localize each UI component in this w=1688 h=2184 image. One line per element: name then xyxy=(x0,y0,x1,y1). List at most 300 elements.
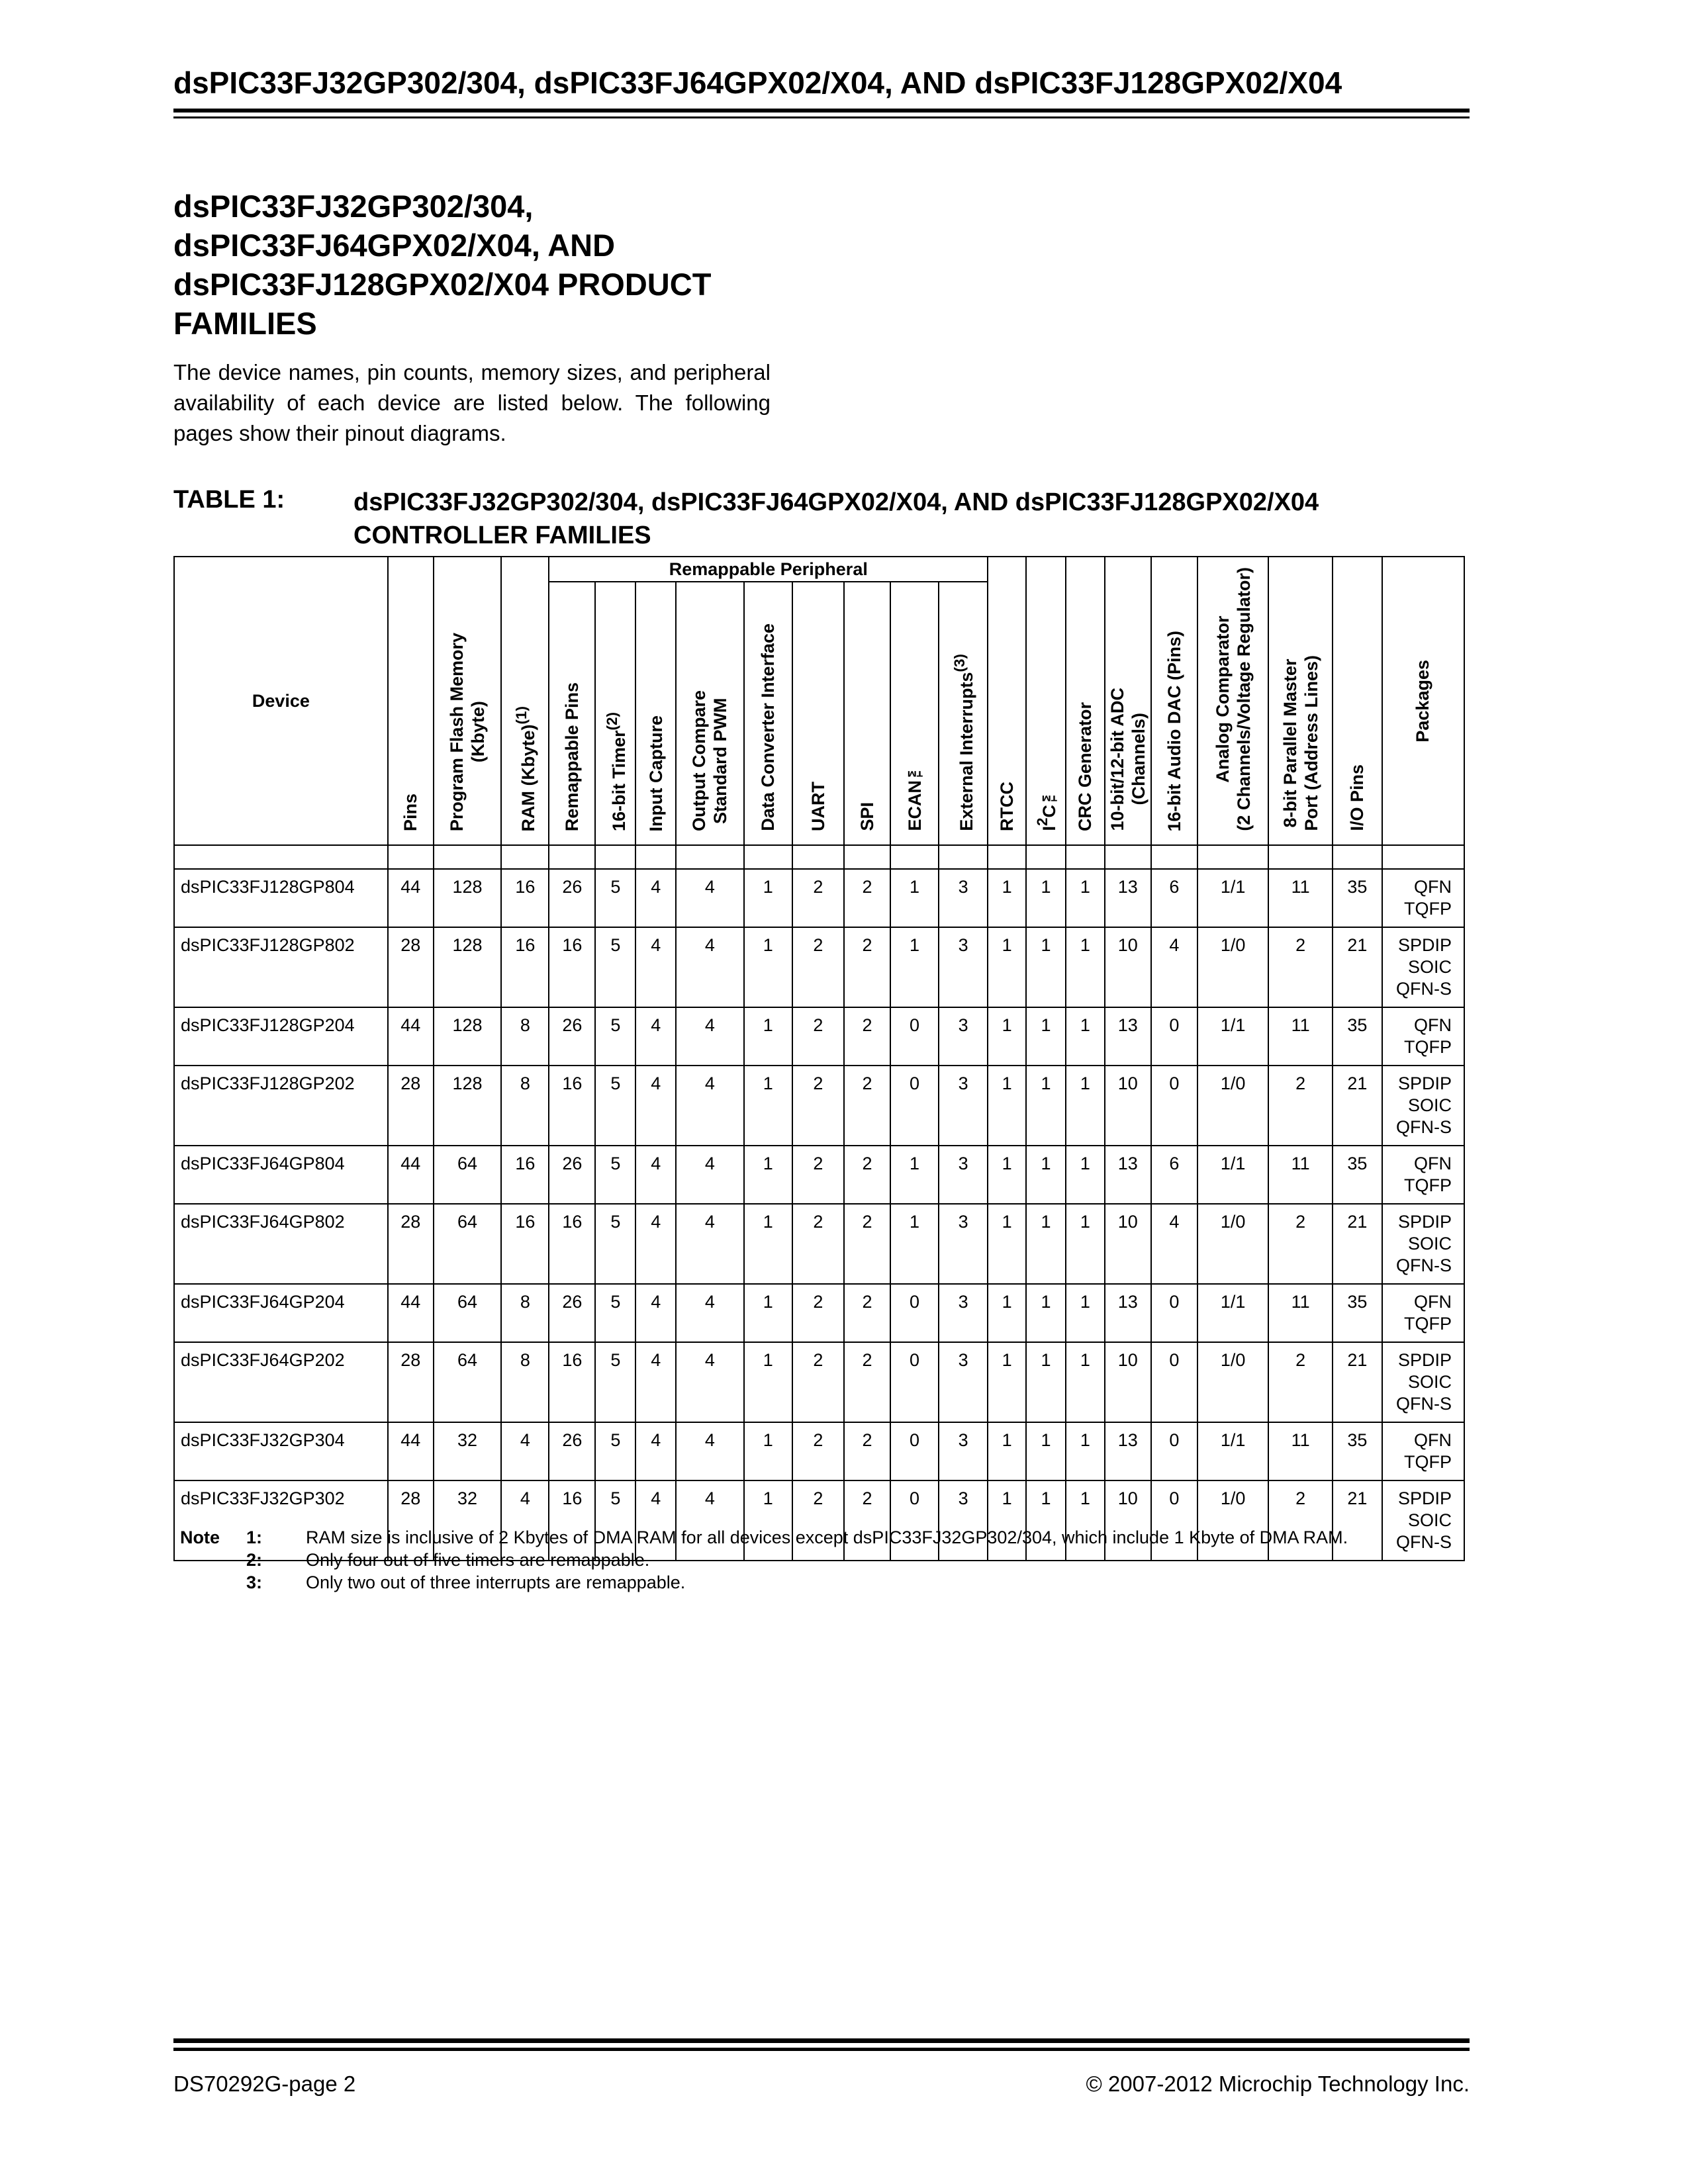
cell-pins: 44 xyxy=(388,1146,434,1204)
header-pins xyxy=(388,557,434,845)
cell-comp: 1/1 xyxy=(1197,1422,1269,1480)
cell-pmp: 11 xyxy=(1268,1422,1332,1480)
cell-uart: 2 xyxy=(792,1342,844,1422)
cell-pmp: 2 xyxy=(1268,1204,1332,1284)
cell-comp: 1/0 xyxy=(1197,1480,1269,1561)
package-name: SOIC xyxy=(1407,1510,1452,1530)
cell-adc: 13 xyxy=(1105,1422,1151,1480)
cell-pins: 28 xyxy=(388,1066,434,1146)
header-ram-footnote: (1) xyxy=(513,705,530,724)
header-io-pins-label: I/O Pins xyxy=(1347,764,1368,831)
cell-dci: 1 xyxy=(744,1284,792,1342)
cell-io: 35 xyxy=(1333,1007,1382,1066)
cell-oc: 4 xyxy=(676,1342,744,1422)
cell-dci: 1 xyxy=(744,927,792,1007)
cell-crc: 1 xyxy=(1066,1204,1105,1284)
package-name: QFN-S xyxy=(1396,1117,1452,1137)
table-notes xyxy=(173,1526,1348,1594)
cell-adc: 10 xyxy=(1105,1342,1151,1422)
header-dci-label: Data Converter Interface xyxy=(758,623,778,831)
header-crc-label: CRC Generator xyxy=(1075,702,1096,831)
cell-flash: 64 xyxy=(434,1284,502,1342)
cell-remap: 26 xyxy=(549,1422,595,1480)
cell-adc: 13 xyxy=(1105,869,1151,927)
cell-adc: 10 xyxy=(1105,1066,1151,1146)
cell-io: 21 xyxy=(1333,1342,1382,1422)
cell-uart: 2 xyxy=(792,1480,844,1561)
cell-dac: 0 xyxy=(1151,1284,1197,1342)
cell-device: dsPIC33FJ32GP304 xyxy=(174,1422,388,1480)
header-ecan-label: ECAN™ xyxy=(904,760,925,831)
cell-pins: 28 xyxy=(388,1204,434,1284)
cell-spi: 2 xyxy=(844,1480,890,1561)
header-input-capture-label: Input Capture xyxy=(645,715,666,831)
package-name: QFN-S xyxy=(1396,1532,1452,1552)
cell-io: 21 xyxy=(1333,1204,1382,1284)
cell-spi: 2 xyxy=(844,1284,890,1342)
table-row xyxy=(174,1342,1464,1422)
cell-ram: 4 xyxy=(501,1422,549,1480)
cell-io: 35 xyxy=(1333,869,1382,927)
header-i2c-b: C™ xyxy=(1039,785,1059,818)
cell-ic: 4 xyxy=(635,1066,676,1146)
package-name: TQFP xyxy=(1404,1314,1452,1334)
header-timer-label: 16-bit Timer xyxy=(608,730,629,831)
cell-flash: 64 xyxy=(434,1204,502,1284)
cell-uart: 2 xyxy=(792,1284,844,1342)
header-rtcc-label: RTCC xyxy=(997,782,1017,831)
cell-ext: 3 xyxy=(939,1204,988,1284)
cell-io: 35 xyxy=(1333,1146,1382,1204)
cell-oc: 4 xyxy=(676,1007,744,1066)
cell-remap: 16 xyxy=(549,927,595,1007)
package-name: SPDIP xyxy=(1397,1212,1452,1232)
note-label-spacer xyxy=(173,1549,246,1571)
cell-adc: 13 xyxy=(1105,1146,1151,1204)
cell-pins: 28 xyxy=(388,927,434,1007)
cell-i2c: 1 xyxy=(1026,1342,1066,1422)
package-name: TQFP xyxy=(1404,1175,1452,1195)
package-name: TQFP xyxy=(1404,1452,1452,1472)
cell-ext: 3 xyxy=(939,1342,988,1422)
cell-ecan: 1 xyxy=(890,1146,939,1204)
package-name: TQFP xyxy=(1404,1037,1452,1057)
cell-i2c: 1 xyxy=(1026,1284,1066,1342)
cell-packages xyxy=(1382,1422,1464,1480)
cell-timer: 5 xyxy=(595,1146,635,1204)
cell-spi: 2 xyxy=(844,1204,890,1284)
cell-i2c: 1 xyxy=(1026,1204,1066,1284)
cell-io: 21 xyxy=(1333,1066,1382,1146)
cell-device: dsPIC33FJ64GP202 xyxy=(174,1342,388,1422)
cell-comp: 1/0 xyxy=(1197,1342,1269,1422)
table-row xyxy=(174,869,1464,927)
cell-timer: 5 xyxy=(595,927,635,1007)
cell-ext: 3 xyxy=(939,1066,988,1146)
note-number: 3: xyxy=(246,1572,263,1592)
header-ext-int-footnote: (3) xyxy=(951,654,968,672)
footer-rule-thick xyxy=(173,2038,1470,2043)
header-rule-thick xyxy=(173,109,1470,113)
table-row xyxy=(174,1422,1464,1480)
cell-ic: 4 xyxy=(635,869,676,927)
header-program-flash-line1: Program Flash Memory xyxy=(447,632,467,831)
cell-ext: 3 xyxy=(939,1422,988,1480)
header-ram xyxy=(501,557,549,845)
cell-oc: 4 xyxy=(676,1204,744,1284)
cell-dci: 1 xyxy=(744,869,792,927)
cell-crc: 1 xyxy=(1066,1066,1105,1146)
cell-dac: 0 xyxy=(1151,1422,1197,1480)
cell-pmp: 11 xyxy=(1268,869,1332,927)
cell-remap: 16 xyxy=(549,1066,595,1146)
cell-i2c: 1 xyxy=(1026,927,1066,1007)
cell-remap: 26 xyxy=(549,1007,595,1066)
cell-crc: 1 xyxy=(1066,927,1105,1007)
cell-pins: 44 xyxy=(388,1284,434,1342)
cell-ext: 3 xyxy=(939,1146,988,1204)
cell-timer: 5 xyxy=(595,869,635,927)
cell-adc: 13 xyxy=(1105,1007,1151,1066)
cell-spi: 2 xyxy=(844,869,890,927)
cell-comp: 1/0 xyxy=(1197,1204,1269,1284)
cell-uart: 2 xyxy=(792,1204,844,1284)
cell-ecan: 0 xyxy=(890,1480,939,1561)
header-ecan xyxy=(890,582,939,845)
cell-spi: 2 xyxy=(844,1342,890,1422)
cell-flash: 128 xyxy=(434,869,502,927)
cell-adc: 10 xyxy=(1105,927,1151,1007)
package-name: SPDIP xyxy=(1397,935,1452,955)
cell-packages xyxy=(1382,927,1464,1007)
cell-pmp: 11 xyxy=(1268,1284,1332,1342)
cell-dci: 1 xyxy=(744,1146,792,1204)
cell-dac: 0 xyxy=(1151,1007,1197,1066)
header-spi-label: SPI xyxy=(857,802,877,831)
cell-ecan: 0 xyxy=(890,1422,939,1480)
package-name: TQFP xyxy=(1404,899,1452,919)
cell-pins: 28 xyxy=(388,1342,434,1422)
cell-pins: 44 xyxy=(388,1007,434,1066)
header-analog-comparator xyxy=(1197,557,1269,845)
header-audio-dac-label: 16-bit Audio DAC (Pins) xyxy=(1164,630,1184,831)
header-adc xyxy=(1105,557,1151,845)
cell-ecan: 1 xyxy=(890,1204,939,1284)
header-pmp-line1: 8-bit Parallel Master xyxy=(1280,659,1300,828)
cell-rtcc: 1 xyxy=(988,1066,1026,1146)
header-uart-label: UART xyxy=(808,782,828,831)
package-name: QFN xyxy=(1414,877,1452,897)
cell-adc: 10 xyxy=(1105,1204,1151,1284)
cell-timer: 5 xyxy=(595,1480,635,1561)
header-comparator-line1: Analog Comparator xyxy=(1212,615,1233,783)
cell-uart: 2 xyxy=(792,1146,844,1204)
cell-ext: 3 xyxy=(939,1480,988,1561)
cell-timer: 5 xyxy=(595,1007,635,1066)
header-timer-footnote: (2) xyxy=(603,711,620,731)
cell-dac: 0 xyxy=(1151,1342,1197,1422)
header-device: Device xyxy=(174,557,388,845)
cell-i2c: 1 xyxy=(1026,1422,1066,1480)
cell-ram: 16 xyxy=(501,1204,549,1284)
header-remappable-peripheral: Remappable Peripheral xyxy=(549,557,988,582)
cell-pmp: 2 xyxy=(1268,1066,1332,1146)
cell-crc: 1 xyxy=(1066,1342,1105,1422)
cell-dac: 6 xyxy=(1151,1146,1197,1204)
header-data-converter-interface xyxy=(744,582,792,845)
cell-flash: 128 xyxy=(434,1066,502,1146)
cell-io: 35 xyxy=(1333,1284,1382,1342)
header-spi xyxy=(844,582,890,845)
cell-timer: 5 xyxy=(595,1066,635,1146)
note-text: RAM size is inclusive of 2 Kbytes of DMA RAM for all devices except dsPIC33FJ32GP302/304, which include 1 Kbyte of DMA RAM. xyxy=(306,1527,1348,1547)
cell-timer: 5 xyxy=(595,1342,635,1422)
header-input-capture xyxy=(635,582,676,845)
cell-rtcc: 1 xyxy=(988,1007,1026,1066)
table-caption xyxy=(353,486,1479,552)
cell-ram: 16 xyxy=(501,927,549,1007)
cell-uart: 2 xyxy=(792,869,844,927)
table-caption-line: CONTROLLER FAMILIES xyxy=(353,522,651,549)
header-i2c-sup: 2 xyxy=(1033,817,1051,827)
cell-oc: 4 xyxy=(676,1146,744,1204)
cell-device: dsPIC33FJ32GP302 xyxy=(174,1480,388,1561)
cell-i2c: 1 xyxy=(1026,1146,1066,1204)
cell-ic: 4 xyxy=(635,1480,676,1561)
cell-rtcc: 1 xyxy=(988,1284,1026,1342)
cell-ext: 3 xyxy=(939,869,988,927)
cell-ecan: 0 xyxy=(890,1066,939,1146)
cell-dac: 0 xyxy=(1151,1066,1197,1146)
cell-device: dsPIC33FJ64GP804 xyxy=(174,1146,388,1204)
cell-dci: 1 xyxy=(744,1480,792,1561)
header-16bit-timer xyxy=(595,582,635,845)
note-row xyxy=(173,1526,1348,1549)
cell-ic: 4 xyxy=(635,1342,676,1422)
cell-ext: 3 xyxy=(939,1007,988,1066)
header-program-flash xyxy=(434,557,502,845)
package-name: SOIC xyxy=(1407,1095,1452,1115)
cell-dci: 1 xyxy=(744,1007,792,1066)
cell-remap: 16 xyxy=(549,1480,595,1561)
cell-comp: 1/0 xyxy=(1197,927,1269,1007)
cell-oc: 4 xyxy=(676,1422,744,1480)
cell-dci: 1 xyxy=(744,1066,792,1146)
package-name: QFN xyxy=(1414,1154,1452,1173)
cell-ic: 4 xyxy=(635,1422,676,1480)
cell-pmp: 2 xyxy=(1268,1480,1332,1561)
table-body xyxy=(174,845,1464,1561)
package-name: QFN xyxy=(1414,1430,1452,1450)
cell-ecan: 1 xyxy=(890,927,939,1007)
table-row xyxy=(174,1146,1464,1204)
page-header-title: dsPIC33FJ32GP302/304, dsPIC33FJ64GPX02/X04, AND dsPIC33FJ128GPX02/X04 xyxy=(173,66,1342,100)
header-audio-dac xyxy=(1151,557,1197,845)
header-i2c xyxy=(1026,557,1066,845)
cell-pmp: 11 xyxy=(1268,1007,1332,1066)
note-number: 2: xyxy=(246,1550,263,1570)
table-label: TABLE 1: xyxy=(173,486,285,514)
cell-rtcc: 1 xyxy=(988,1146,1026,1204)
cell-comp: 1/1 xyxy=(1197,1146,1269,1204)
cell-ecan: 1 xyxy=(890,869,939,927)
cell-pmp: 2 xyxy=(1268,927,1332,1007)
section-heading-line: FAMILIES xyxy=(173,306,317,341)
header-remappable-pins-label: Remappable Pins xyxy=(562,682,583,831)
cell-packages xyxy=(1382,1204,1464,1284)
cell-pins: 44 xyxy=(388,1422,434,1480)
cell-comp: 1/1 xyxy=(1197,1284,1269,1342)
cell-uart: 2 xyxy=(792,1066,844,1146)
cell-ram: 4 xyxy=(501,1480,549,1561)
cell-device: dsPIC33FJ64GP204 xyxy=(174,1284,388,1342)
cell-pmp: 11 xyxy=(1268,1146,1332,1204)
cell-ic: 4 xyxy=(635,927,676,1007)
cell-crc: 1 xyxy=(1066,1480,1105,1561)
cell-ic: 4 xyxy=(635,1284,676,1342)
header-packages-label: Packages xyxy=(1413,659,1433,743)
cell-ram: 8 xyxy=(501,1342,549,1422)
package-name: SOIC xyxy=(1407,1372,1452,1392)
cell-ram: 8 xyxy=(501,1066,549,1146)
cell-rtcc: 1 xyxy=(988,869,1026,927)
cell-oc: 4 xyxy=(676,869,744,927)
cell-uart: 2 xyxy=(792,1422,844,1480)
cell-packages xyxy=(1382,1007,1464,1066)
header-io-pins xyxy=(1333,557,1382,845)
cell-packages xyxy=(1382,1146,1464,1204)
cell-device: dsPIC33FJ128GP204 xyxy=(174,1007,388,1066)
cell-rtcc: 1 xyxy=(988,927,1026,1007)
header-comparator-line2: (2 Channels/Voltage Regulator) xyxy=(1233,567,1254,831)
cell-packages xyxy=(1382,1284,1464,1342)
table-row xyxy=(174,927,1464,1007)
cell-ecan: 0 xyxy=(890,1007,939,1066)
cell-oc: 4 xyxy=(676,927,744,1007)
cell-pins: 44 xyxy=(388,869,434,927)
cell-pmp: 2 xyxy=(1268,1342,1332,1422)
note-number: 1: xyxy=(246,1527,263,1547)
cell-ram: 16 xyxy=(501,869,549,927)
cell-ic: 4 xyxy=(635,1204,676,1284)
header-pmp-line2: Port (Address Lines) xyxy=(1301,655,1321,831)
cell-flash: 128 xyxy=(434,1007,502,1066)
cell-device: dsPIC33FJ128GP804 xyxy=(174,869,388,927)
cell-timer: 5 xyxy=(595,1204,635,1284)
cell-crc: 1 xyxy=(1066,1146,1105,1204)
cell-crc: 1 xyxy=(1066,1422,1105,1480)
header-oc-line1: Output Compare xyxy=(689,690,710,831)
package-name: SPDIP xyxy=(1397,1350,1452,1370)
note-label: Note xyxy=(180,1527,220,1547)
cell-dci: 1 xyxy=(744,1342,792,1422)
section-heading-line: dsPIC33FJ128GPX02/X04 PRODUCT xyxy=(173,267,712,302)
cell-device: dsPIC33FJ128GP802 xyxy=(174,927,388,1007)
header-ram-label: RAM (Kbyte) xyxy=(518,724,539,831)
header-crc-generator xyxy=(1066,557,1105,845)
footer-document-id: DS70292G-page 2 xyxy=(173,2071,356,2096)
note-row xyxy=(173,1549,1348,1571)
cell-dac: 0 xyxy=(1151,1480,1197,1561)
cell-flash: 64 xyxy=(434,1146,502,1204)
cell-i2c: 1 xyxy=(1026,1066,1066,1146)
footer-copyright: © 2007-2012 Microchip Technology Inc. xyxy=(1086,2071,1470,2096)
cell-rtcc: 1 xyxy=(988,1422,1026,1480)
section-heading xyxy=(173,187,835,343)
cell-spi: 2 xyxy=(844,927,890,1007)
cell-io: 21 xyxy=(1333,1480,1382,1561)
cell-ecan: 0 xyxy=(890,1284,939,1342)
cell-ecan: 0 xyxy=(890,1342,939,1422)
cell-packages xyxy=(1382,1066,1464,1146)
note-text: Only two out of three interrupts are remappable. xyxy=(306,1572,686,1592)
cell-spi: 2 xyxy=(844,1422,890,1480)
table-row xyxy=(174,1284,1464,1342)
cell-remap: 26 xyxy=(549,1146,595,1204)
cell-flash: 32 xyxy=(434,1480,502,1561)
table-row xyxy=(174,1007,1464,1066)
header-rtcc xyxy=(988,557,1026,845)
table-row xyxy=(174,1066,1464,1146)
cell-device: dsPIC33FJ128GP202 xyxy=(174,1066,388,1146)
cell-rtcc: 1 xyxy=(988,1480,1026,1561)
cell-remap: 26 xyxy=(549,869,595,927)
cell-spi: 2 xyxy=(844,1066,890,1146)
cell-dci: 1 xyxy=(744,1204,792,1284)
package-name: QFN-S xyxy=(1396,979,1452,999)
header-uart xyxy=(792,582,844,845)
header-program-flash-line2: (Kbyte) xyxy=(468,701,489,763)
header-pins-label: Pins xyxy=(400,793,421,831)
footer-rule-thin xyxy=(173,2048,1470,2051)
cell-ram: 16 xyxy=(501,1146,549,1204)
cell-io: 21 xyxy=(1333,927,1382,1007)
cell-ext: 3 xyxy=(939,927,988,1007)
table-row xyxy=(174,1204,1464,1284)
cell-ic: 4 xyxy=(635,1146,676,1204)
cell-flash: 128 xyxy=(434,927,502,1007)
cell-ram: 8 xyxy=(501,1284,549,1342)
header-ext-int-label: External Interrupts xyxy=(957,672,977,831)
cell-dci: 1 xyxy=(744,1422,792,1480)
cell-timer: 5 xyxy=(595,1422,635,1480)
cell-packages xyxy=(1382,1342,1464,1422)
cell-uart: 2 xyxy=(792,1007,844,1066)
cell-adc: 13 xyxy=(1105,1284,1151,1342)
table-spacer-row xyxy=(174,845,1464,869)
cell-i2c: 1 xyxy=(1026,1007,1066,1066)
cell-spi: 2 xyxy=(844,1146,890,1204)
cell-flash: 32 xyxy=(434,1422,502,1480)
header-output-compare xyxy=(676,582,744,845)
cell-timer: 5 xyxy=(595,1284,635,1342)
header-oc-line2: Standard PWM xyxy=(710,698,731,824)
cell-i2c: 1 xyxy=(1026,1480,1066,1561)
cell-device: dsPIC33FJ64GP802 xyxy=(174,1204,388,1284)
cell-io: 35 xyxy=(1333,1422,1382,1480)
header-rule-thin xyxy=(173,116,1470,118)
cell-crc: 1 xyxy=(1066,1284,1105,1342)
cell-rtcc: 1 xyxy=(988,1342,1026,1422)
cell-packages xyxy=(1382,1480,1464,1561)
cell-oc: 4 xyxy=(676,1284,744,1342)
cell-oc: 4 xyxy=(676,1066,744,1146)
table-caption-line: dsPIC33FJ32GP302/304, dsPIC33FJ64GPX02/X04, AND dsPIC33FJ128GPX02/X04 xyxy=(353,488,1319,516)
cell-comp: 1/1 xyxy=(1197,1007,1269,1066)
cell-packages xyxy=(1382,869,1464,927)
header-adc-line2: (Channels) xyxy=(1128,713,1149,806)
cell-comp: 1/0 xyxy=(1197,1066,1269,1146)
